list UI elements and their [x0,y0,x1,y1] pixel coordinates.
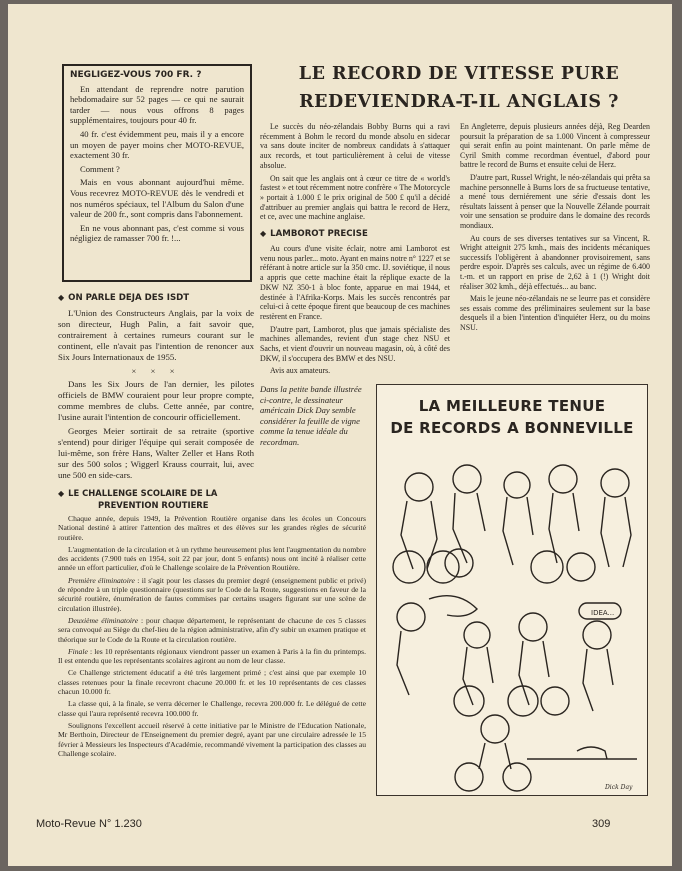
lamborot-paragraph: D'autre part, Lamborot, plus que jamais spécialiste des machines allemandes, revient d'un stage chez NSU et Sachs, et vient d'ouvrir un nouveau magasin, où, à côté des DKW, il s'occupera des BMW et des NSU. [260,324,450,363]
record-paragraph: Le succès du néo-zélandais Bobby Burns qui a ravi récemment à Bohm le record du monde absolu en sidecar va sans doute inciter de nombreux candidats à s'attaquer aux records, et tout particulièrement à celui de vitesse absolue. [260,122,450,170]
diamond-icon: ◆ [58,293,65,302]
comic-drawing [377,439,647,799]
isdt-heading: ◆ ON PARLE DEJA DES ISDT [58,293,190,303]
magazine-footer: Moto-Revue N° 1.230 [36,818,142,830]
challenge-paragraph: Première éliminatoire : il s'agit pour les classes du premier degré (enseignement public et privé) de répondre à un triple questionnaire (questions sur le Code de la Route, suggestions en faveur de la sécurité routière, énumération de fautes commises par certains usagers figurant sur une scène de circulation illustrée). [58,575,366,613]
record-paragraph: En Angleterre, depuis plusieurs années déjà, Reg Dearden poursuit la préparation de sa 1.000 Vincent à compresseur qui serait enfin au point maintenant. On parle même de Cyril Smith comme recordman éventuel, d'abord pour battre le record de Burns et ensuite celui de Herz. [460,122,650,170]
record-paragraph: On sait que les anglais ont à cœur ce titre de « world's fastest » et tout récemment notre confrère « The Motorcycle » portait à 1.000 £ le prix original de 500 £ qu'il a décidé d'attribuer au premier anglais qui battra le record de Herz, et ce, avec une machine anglaise. [260,173,450,222]
box-paragraph: En ne vous abonnant pas, c'est comme si vous négligiez de ramasser 700 fr. !... [70,222,244,244]
comic-illustration [376,384,648,796]
lamborot-paragraph: Avis aux amateurs. [270,366,331,376]
diamond-icon: ◆ [260,229,267,239]
magazine-page [8,4,672,866]
isdt-paragraph: Georges Meier sortirait de sa retraite (sportive s'entend) pour diriger l'équipe qui serait composée de lui-même, son frère Hans, Walter Zeller et Hans Roth sur des 500 solos ; Wiggerl Krauss courrait, lui, avec une 500 en side-cars. [58,426,254,480]
challenge-paragraph: Deuxième éliminatoire : pour chaque département, le représentant de chacune de ces 5 classes sera convoqué au Siège du chef-lieu de la région administrative, afin d'y subir un examen pratique et théorique sur le Code de la Route et la circulation routière. [58,615,366,644]
illustration-caption: Dans la petite bande illustrée ci-contre, le dessinateur américain Dick Day semble considérer la feuille de vigne comme la tenue idéale du recordman. [260,384,362,447]
challenge-article [58,484,366,761]
challenge-paragraph: L'augmentation de la circulation et à un rythme heureusement plus lent l'augmentation du nombre des accidents (7.900 tués en 1954, soit 22 par jour, dont 5 enfants) nous ont incité à réaliser cette année un effort particulier, d'où le Challenge scolaire de la Prévention Routière. [58,544,366,573]
diamond-icon: ◆ [58,489,65,498]
challenge-paragraph: Soulignons l'excellent accueil réservé à cette initiative par le Ministre de l'Education Nationale, Mr Berthoin, Directeur de l'Enseignement du premier degré, ayant par une circulaire adressée le 15 février à Messieurs les Inspecteurs d'Académie, recommandé vivement la participation des classes au Challenge scolaire. [58,720,366,758]
box-paragraph: Comment ? [80,163,120,174]
record-paragraph: Mais le jeune néo-zélandais ne se leurre pas et considère ses essais comme des préliminaires seulement sur la base desquels il a bien l'intention d'inquiéter Herz, ou du moins NSU. [460,294,650,332]
box-paragraph: 40 fr. c'est évidemment peu, mais il y a encore un moyen de payer moins cher MOTO-REVUE, exactement 30 fr. [70,128,244,161]
record-paragraph: D'autre part, Russel Wright, le néo-zélandais qui prêta sa machine personnelle à Burns lors de sa fructueuse tentative, a mené tous derniérement une série d'essais dont les résultats laissent à penser que la Nouvelle Zélande pourrait voir une sensation se produire dans le domaine des records mondiaux. [460,172,650,230]
challenge-paragraph: Ce Challenge strictement éducatif a été très largement primé ; c'est ainsi que par exemple 10 classes retenues pour la finale recevront chacune 20.000 fr. et les 10 représentants de ces classes chacun 10.000 fr. [58,668,366,697]
subscription-box [62,64,252,282]
box-paragraph: Mais en vous abonnant aujourd'hui même. Vous recevrez MOTO-REVUE dès le vendredi et nos numéros spéciaux, tel l'Album du Salon d'une valeur de 200 fr., sont compris dans l'abonnement. [70,177,244,220]
record-article-col1 [260,122,450,379]
isdt-paragraph: L'Union des Constructeurs Anglais, par la voix de son directeur, Hugh Palin, a fait savoir que, contrairement à certaines rumeurs courant sur le continent, elle n'avait pas l'intention de renoncer aux Six Jours Internationaux de 1955. [58,308,254,362]
box-paragraph: En attendant de reprendre notre parution hebdomadaire sur 52 pages — ce qui ne saurait tarder — nous vous offrons 8 pages supplémentaires, toujours pour 40 fr. [70,83,244,126]
record-paragraph: Au cours de ses diverses tentatives sur sa Vincent, R. Wright atteignit 275 kmh., mais des incidents mécaniques successifs l'obligèrent à abandonner provisoirement, sans perdre espoir. D'après ses calculs, avec un régime de 6.400 t.-m. et un rapport en prise de 2,62 à 1 (!) Wright doit réaliser 302 kmh., déjà effectués... au banc. [460,233,650,291]
isdt-paragraph: Dans les Six Jours de l'an dernier, les pilotes officiels de BMW couraient pour leur propre compte, comme membres de clubs. Cette année, par contre, l'usine aurait l'intention de concourir officiellement. [58,379,254,423]
challenge-paragraph: Chaque année, depuis 1949, la Prévention Routière organise dans les écoles un Concours National destiné à attirer l'attention des maîtres et des élèves sur les grandes règles de sécurité routière. [58,514,366,542]
box-title: NEGLIGEZ-VOUS 700 FR. ? [70,70,202,80]
speech-bubble-text: IDEA... [591,609,615,617]
illustration-title: LA MEILLEURE TENUE DE RECORDS A BONNEVILLE [390,397,634,437]
record-title: LE RECORD DE VITESSE PURE REDEVIENDRA-T-IL ANGLAIS ? [298,64,620,112]
lamborot-heading: ◆ LAMBOROT PRECISE [260,229,368,240]
challenge-paragraph: Finale : les 10 représentants régionaux viendront passer un examen à Paris à la fin du printemps. Il est entendu que les représentants scolaires agiront au nom de leur classe. [58,646,366,666]
lamborot-paragraph: Au cours d'une visite éclair, notre ami Lamborot est venu nous parler... moto. Ayant en mains notre n° 1227 et se référant à notre article sur la 350 cmc. IJ. soviétique, il nous a appris que cette machine était la réplique exacte de la DKW NZ 350-1 à bloc fonte, apparue en mai 1944, et destinée à l'Afrika-Korps. Mais les succès rencontrés par celui-ci à cette époque firent que beaucoup de ces machines restèrent en France. [260,244,450,321]
page-number: 309 [592,818,611,830]
section-separator: × × × [131,365,181,376]
challenge-paragraph: La classe qui, à la finale, se verra décerner le Challenge, recevra 200.000 fr. Le délégué de cette classe qui l'aura représenté recevra 100.000 fr. [58,699,366,718]
artist-signature: Dick Day [605,784,633,791]
challenge-heading: ◆ LE CHALLENGE SCOLAIRE DE LA PREVENTION ROUTIERE [58,488,218,510]
record-article-col2 [460,122,650,335]
isdt-article [58,288,254,484]
